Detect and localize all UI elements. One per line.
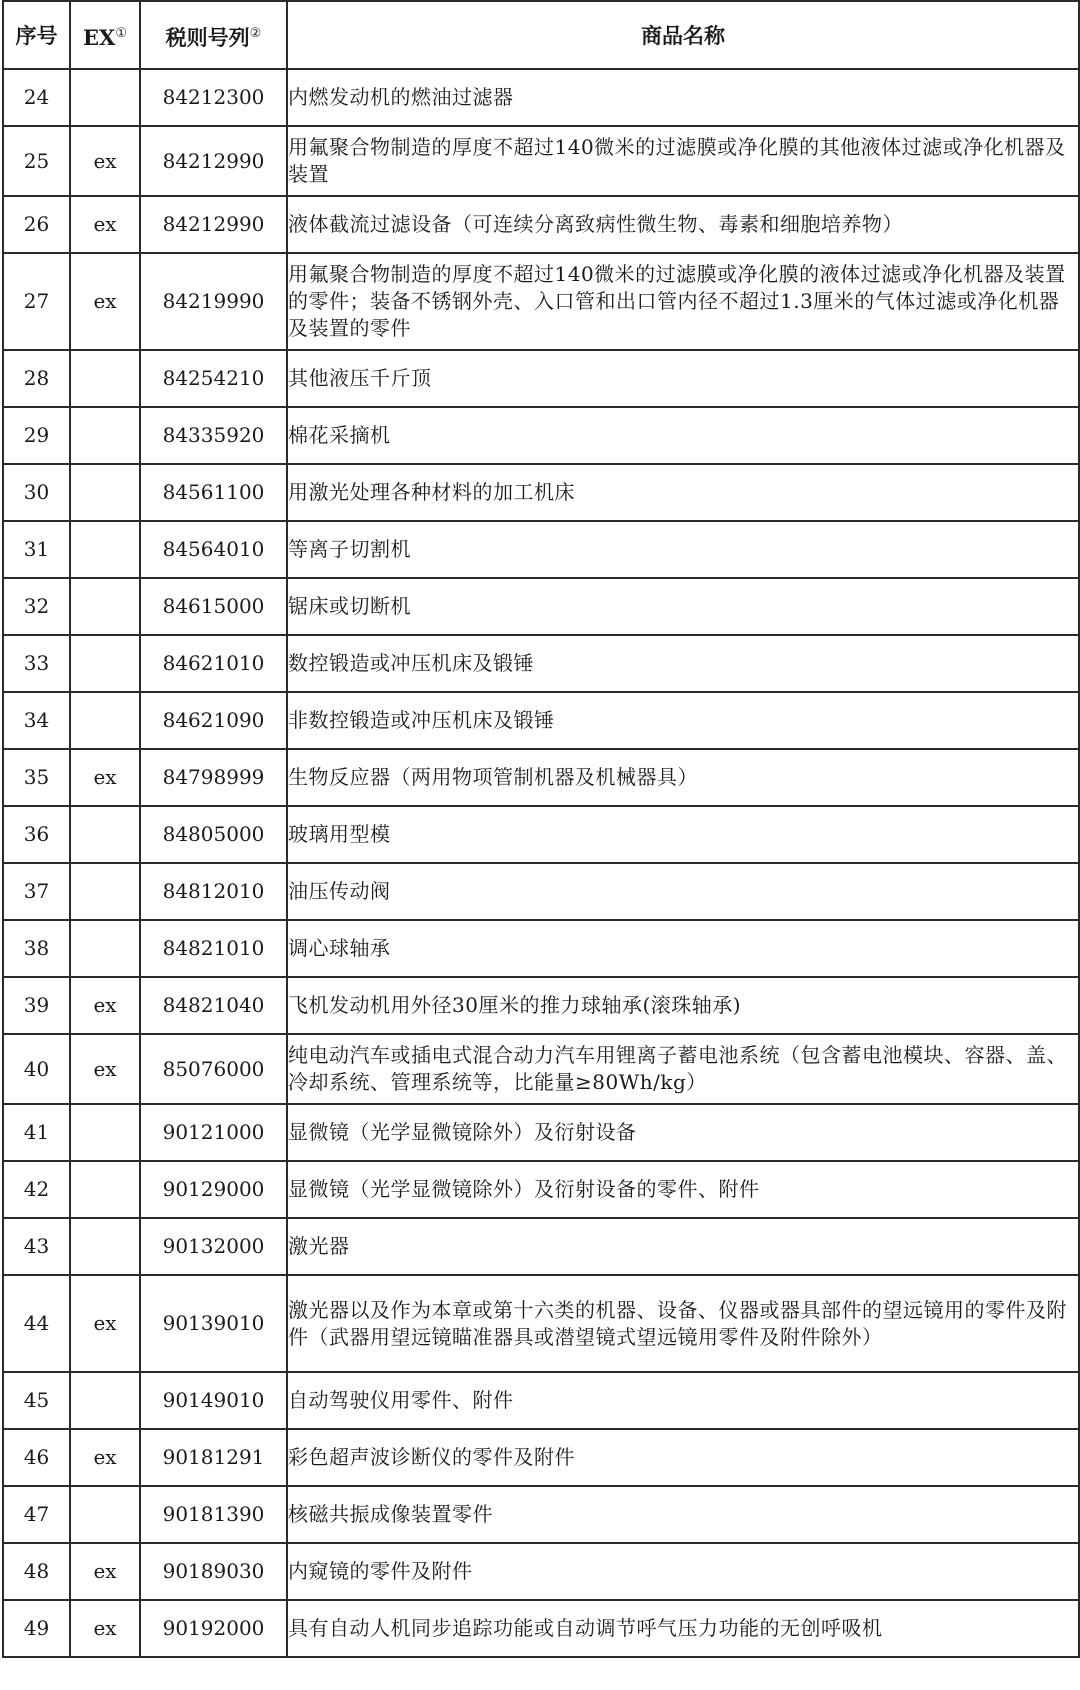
- table-row: [3, 1275, 1079, 1372]
- product-name-cell: 纯电动汽车或插电式混合动力汽车用锂离子蓄电池系统（包含蓄电池模块、容器、盖、冷却系统、管理系统等，比能量≥80Wh/kg）: [287, 1034, 1079, 1104]
- product-name-cell: 显微镜（光学显微镜除外）及衍射设备: [287, 1104, 1079, 1161]
- table-row: [3, 253, 1079, 350]
- table-row: [3, 1429, 1079, 1486]
- product-name-cell: 液体截流过滤设备（可连续分离致病性微生物、毒素和细胞培养物）: [287, 196, 1079, 253]
- table-row: [3, 464, 1079, 521]
- ex-mark-cell: [70, 863, 140, 920]
- serial-no-cell: 42: [3, 1161, 70, 1218]
- ex-mark-cell: ex: [70, 196, 140, 253]
- tariff-code-cell: 84621010: [140, 635, 287, 692]
- table-row: [3, 69, 1079, 126]
- serial-no-cell: 41: [3, 1104, 70, 1161]
- ex-mark-cell: ex: [70, 1543, 140, 1600]
- ex-mark-cell: [70, 1486, 140, 1543]
- product-name-cell: 数控锻造或冲压机床及锻锤: [287, 635, 1079, 692]
- serial-no-cell: 31: [3, 521, 70, 578]
- tariff-code-cell: 84805000: [140, 806, 287, 863]
- ex-mark-cell: [70, 1104, 140, 1161]
- serial-no-cell: 46: [3, 1429, 70, 1486]
- tariff-code-cell: 84812010: [140, 863, 287, 920]
- tariff-code-cell: 90139010: [140, 1275, 287, 1372]
- ex-mark-cell: [70, 692, 140, 749]
- header-tariff-code-footnote-mark: ②: [249, 25, 262, 41]
- serial-no-cell: 36: [3, 806, 70, 863]
- product-name-cell: 激光器以及作为本章或第十六类的机器、设备、仪器或器具部件的望远镜用的零件及附件（武器用望远镜瞄准器具或潜望镜式望远镜用零件及附件除外）: [287, 1275, 1079, 1372]
- tariff-code-cell: 90132000: [140, 1218, 287, 1275]
- tariff-code-cell: 84564010: [140, 521, 287, 578]
- table-row: [3, 1161, 1079, 1218]
- tariff-code-cell: 84212990: [140, 196, 287, 253]
- ex-mark-cell: [70, 350, 140, 407]
- serial-no-cell: 28: [3, 350, 70, 407]
- table-row: [3, 126, 1079, 196]
- product-name-cell: 飞机发动机用外径30厘米的推力球轴承(滚珠轴承): [287, 977, 1079, 1034]
- header-ex: [70, 1, 140, 69]
- table-row: [3, 1104, 1079, 1161]
- table-row: [3, 196, 1079, 253]
- ex-mark-cell: [70, 635, 140, 692]
- product-name-cell: 调心球轴承: [287, 920, 1079, 977]
- serial-no-cell: 25: [3, 126, 70, 196]
- product-name-cell: 油压传动阀: [287, 863, 1079, 920]
- serial-no-cell: 24: [3, 69, 70, 126]
- product-name-cell: 生物反应器（两用物项管制机器及机械器具）: [287, 749, 1079, 806]
- header-ex-footnote-mark: ①: [115, 25, 127, 41]
- header-product-name-label: 商品名称: [641, 22, 725, 48]
- ex-mark-cell: ex: [70, 126, 140, 196]
- ex-mark-cell: [70, 1218, 140, 1275]
- tariff-code-cell: 84219990: [140, 253, 287, 350]
- ex-mark-cell: ex: [70, 253, 140, 350]
- table-row: [3, 1486, 1079, 1543]
- product-name-cell: 自动驾驶仪用零件、附件: [287, 1372, 1079, 1429]
- serial-no-cell: 39: [3, 977, 70, 1034]
- ex-mark-cell: ex: [70, 1275, 140, 1372]
- ex-mark-cell: ex: [70, 1600, 140, 1657]
- table-row: [3, 350, 1079, 407]
- serial-no-cell: 45: [3, 1372, 70, 1429]
- header-serial-no-label: 序号: [15, 22, 58, 48]
- serial-no-cell: 43: [3, 1218, 70, 1275]
- table-row: [3, 806, 1079, 863]
- tariff-code-cell: 90181390: [140, 1486, 287, 1543]
- ex-mark-cell: [70, 407, 140, 464]
- tariff-code-cell: 84798999: [140, 749, 287, 806]
- product-name-cell: 具有自动人机同步追踪功能或自动调节呼气压力功能的无创呼吸机: [287, 1600, 1079, 1657]
- serial-no-cell: 48: [3, 1543, 70, 1600]
- table-body: [3, 69, 1079, 1657]
- tariff-code-cell: 85076000: [140, 1034, 287, 1104]
- serial-no-cell: 47: [3, 1486, 70, 1543]
- product-name-cell: 彩色超声波诊断仪的零件及附件: [287, 1429, 1079, 1486]
- ex-mark-cell: [70, 806, 140, 863]
- table-header: [3, 1, 1079, 69]
- ex-mark-cell: ex: [70, 1429, 140, 1486]
- tariff-code-cell: 84615000: [140, 578, 287, 635]
- serial-no-cell: 26: [3, 196, 70, 253]
- serial-no-cell: 33: [3, 635, 70, 692]
- tariff-code-cell: 84212990: [140, 126, 287, 196]
- table-row: [3, 407, 1079, 464]
- serial-no-cell: 32: [3, 578, 70, 635]
- product-name-cell: 锯床或切断机: [287, 578, 1079, 635]
- serial-no-cell: 34: [3, 692, 70, 749]
- tariff-table: [2, 0, 1080, 1658]
- header-product-name: [287, 1, 1079, 69]
- serial-no-cell: 44: [3, 1275, 70, 1372]
- ex-mark-cell: [70, 920, 140, 977]
- table-row: [3, 635, 1079, 692]
- product-name-cell: 非数控锻造或冲压机床及锻锤: [287, 692, 1079, 749]
- header-ex-label: EX: [83, 24, 116, 50]
- product-name-cell: 玻璃用型模: [287, 806, 1079, 863]
- product-name-cell: 内窥镜的零件及附件: [287, 1543, 1079, 1600]
- tariff-code-cell: 84821010: [140, 920, 287, 977]
- product-name-cell: 核磁共振成像装置零件: [287, 1486, 1079, 1543]
- ex-mark-cell: ex: [70, 1034, 140, 1104]
- product-name-cell: 用激光处理各种材料的加工机床: [287, 464, 1079, 521]
- serial-no-cell: 38: [3, 920, 70, 977]
- header-tariff-code-label: 税则号列: [165, 24, 250, 50]
- serial-no-cell: 40: [3, 1034, 70, 1104]
- serial-no-cell: 37: [3, 863, 70, 920]
- header-serial-no: [3, 1, 70, 69]
- product-name-cell: 用氟聚合物制造的厚度不超过140微米的过滤膜或净化膜的其他液体过滤或净化机器及装置: [287, 126, 1079, 196]
- table-row: [3, 749, 1079, 806]
- table-row: [3, 1218, 1079, 1275]
- ex-mark-cell: [70, 1161, 140, 1218]
- tariff-code-cell: 84821040: [140, 977, 287, 1034]
- tariff-code-cell: 84335920: [140, 407, 287, 464]
- tariff-code-cell: 90121000: [140, 1104, 287, 1161]
- serial-no-cell: 30: [3, 464, 70, 521]
- table-row: [3, 1034, 1079, 1104]
- ex-mark-cell: [70, 69, 140, 126]
- table-row: [3, 692, 1079, 749]
- serial-no-cell: 35: [3, 749, 70, 806]
- tariff-code-cell: 90129000: [140, 1161, 287, 1218]
- header-row: [3, 1, 1079, 69]
- product-name-cell: 激光器: [287, 1218, 1079, 1275]
- ex-mark-cell: [70, 521, 140, 578]
- ex-mark-cell: ex: [70, 977, 140, 1034]
- product-name-cell: 内燃发动机的燃油过滤器: [287, 69, 1079, 126]
- ex-mark-cell: [70, 464, 140, 521]
- header-tariff-code: [140, 1, 287, 69]
- product-name-cell: 其他液压千斤顶: [287, 350, 1079, 407]
- tariff-code-cell: 90189030: [140, 1543, 287, 1600]
- ex-mark-cell: [70, 578, 140, 635]
- tariff-code-cell: 84561100: [140, 464, 287, 521]
- ex-mark-cell: ex: [70, 749, 140, 806]
- table-row: [3, 1372, 1079, 1429]
- table-row: [3, 977, 1079, 1034]
- product-name-cell: 棉花采摘机: [287, 407, 1079, 464]
- table-row: [3, 863, 1079, 920]
- serial-no-cell: 29: [3, 407, 70, 464]
- table-row: [3, 1600, 1079, 1657]
- tariff-code-cell: 84254210: [140, 350, 287, 407]
- tariff-code-cell: 84212300: [140, 69, 287, 126]
- ex-mark-cell: [70, 1372, 140, 1429]
- tariff-code-cell: 90181291: [140, 1429, 287, 1486]
- table-row: [3, 920, 1079, 977]
- tariff-code-cell: 90149010: [140, 1372, 287, 1429]
- product-name-cell: 显微镜（光学显微镜除外）及衍射设备的零件、附件: [287, 1161, 1079, 1218]
- serial-no-cell: 27: [3, 253, 70, 350]
- tariff-code-cell: 90192000: [140, 1600, 287, 1657]
- product-name-cell: 用氟聚合物制造的厚度不超过140微米的过滤膜或净化膜的液体过滤或净化机器及装置的零件；装备不锈钢外壳、入口管和出口管内径不超过1.3厘米的气体过滤或净化机器及装置的零件: [287, 253, 1079, 350]
- tariff-code-cell: 84621090: [140, 692, 287, 749]
- product-name-cell: 等离子切割机: [287, 521, 1079, 578]
- serial-no-cell: 49: [3, 1600, 70, 1657]
- table-row: [3, 521, 1079, 578]
- table-row: [3, 1543, 1079, 1600]
- table-row: [3, 578, 1079, 635]
